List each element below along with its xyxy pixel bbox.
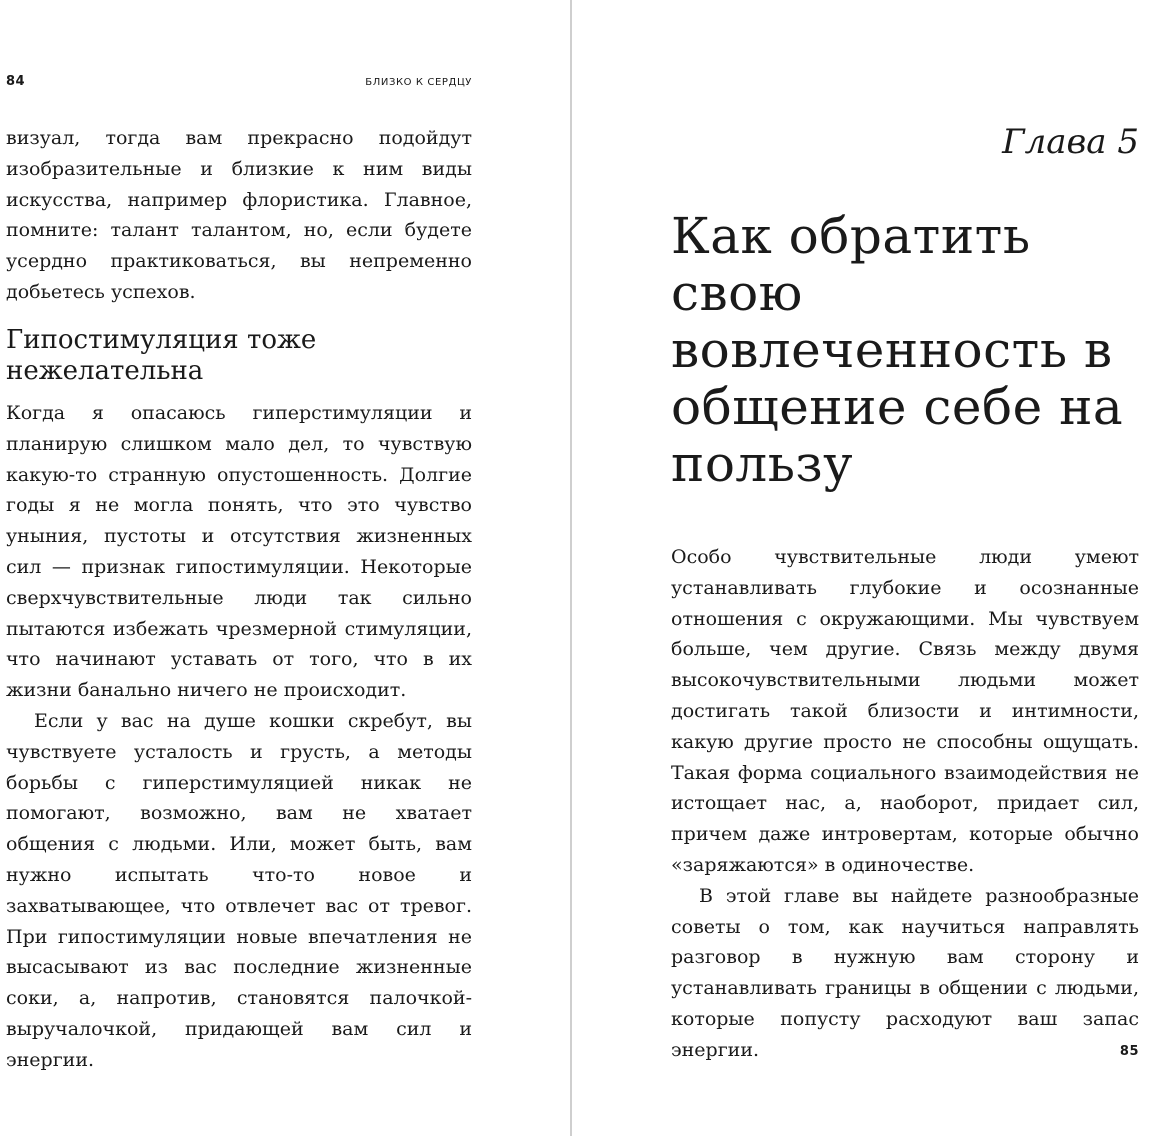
intro-text: [6, 123, 472, 308]
section-body: [6, 398, 472, 1076]
chapter-body: [671, 542, 1139, 1066]
chapter-title: Как обратить свою вовлеченность в общение себе на пользу: [671, 207, 1124, 493]
page-number-left: 84: [6, 74, 26, 89]
page-gutter: [570, 0, 572, 1136]
body-paragraph: В этой главе вы найдете разнообразные советы о том, как научиться направлять разговор в нужную вам сторону и устанавливать границы в общении с людьми, которые попусту расходуют ваш запас энергии.: [671, 884, 1139, 1061]
body-paragraph: Если у вас на душе кошки скребут, вы чувствуете усталость и грусть, а методы борьбы с гиперстимуляцией никак не помогают, возможно, вам не хватает общения с людьми. Или, может быть, вам нужно испытать что-то новое и захватывающее, что отвлечет вас от тревог. При гипостимуляции новые впечатления не высасывают из вас последние жизненные соки, а, напротив, становятся палочкой-выручалочкой, придающей вам сил и энергии.: [6, 709, 472, 1071]
body-paragraph: Особо чувствительные люди умеют устанавливать глубокие и осознанные отношения с окружающими. Мы чувствуем больше, чем другие. Связь между двумя высокочувствительными людьми может достигать такой близости и интимности, какую другие просто не способны ощущать. Такая форма социального взаимодействия не истощает нас, а, наоборот, придает сил, причем даже интровертам, которые обычно «заряжаются» в одиночестве.: [671, 546, 1139, 876]
section-subheading: Гипостимуляция тоже нежелательна: [6, 325, 317, 386]
intro-paragraph: визуал, тогда вам прекрасно подойдут изобразительные и близкие к ним виды искусства, например флористика. Главное, помните: талант талантом, но, если будете усердно практиковаться, вы непременно добьетесь успехов.: [6, 127, 472, 303]
running-head: БЛИЗКО К СЕРДЦУ: [365, 77, 472, 88]
page-number-right: 85: [1119, 1044, 1139, 1059]
body-paragraph: Когда я опасаюсь гиперстимуляции и планирую слишком мало дел, то чувствую какую-то странную опустошенность. Долгие годы я не могла понять, что это чувство уныния, пустоты и отсутствия жизненных сил — признак гипостимуляции. Некоторые сверхчувствительные люди так сильно пытаются избежать чрезмерной стимуляции, что начинают уставать от того, что в их жизни банально ничего не происходит.: [6, 402, 472, 702]
chapter-label: Глава 5: [1002, 122, 1139, 162]
